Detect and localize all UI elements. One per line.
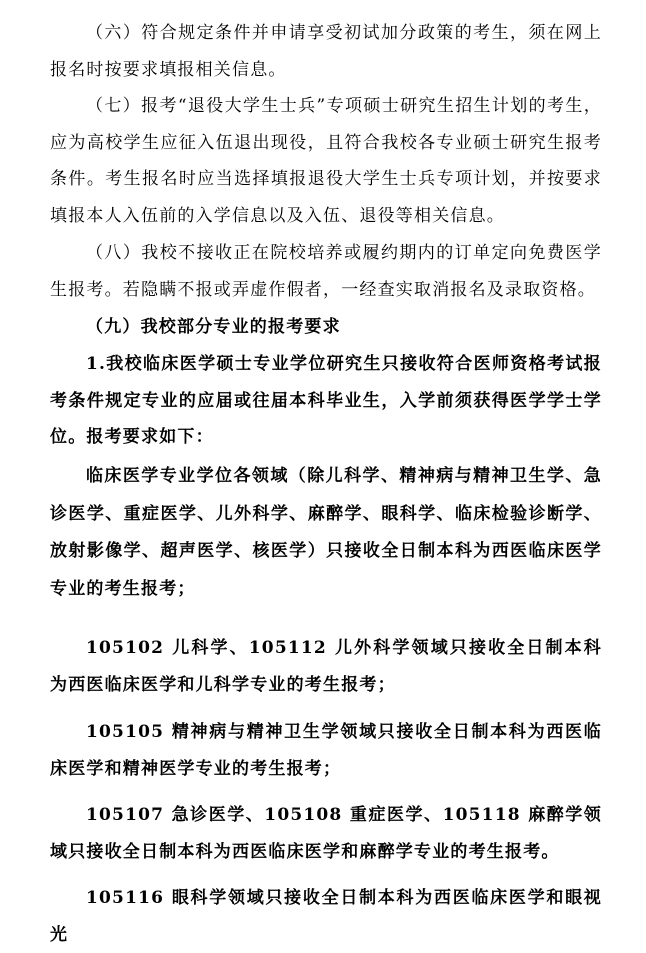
requirement-105116: 105116 眼科学领域只接收全日制本科为西医临床医学和眼视光 <box>50 888 602 945</box>
requirement-general: 临床医学专业学位各领域（除儿科学、精神病与精神卫生学、急诊医学、重症医学、儿外科学、麻醉学、眼科学、临床检验诊断学、放射影像学、超声医学、核医学）只接收全日制本科为西医临床医学专业的考生报考； <box>50 466 602 599</box>
paragraph-item-8: （八）我校不接收正在院校培养或履约期内的订单定向免费医学生报考。若隐瞒不报或弄虚作假者，一经查实取消报名及录取资格。 <box>50 243 602 300</box>
requirement-105107: 105107 急诊医学、105108 重症医学、105118 麻醉学领域只接收全日制本科为西医临床医学和麻醉学专业的考生报考。 <box>50 805 602 862</box>
paragraph-item-7: （七）报考“退役大学生士兵”专项硕士研究生招生计划的考生，应为高校学生应征入伍退出现役，且符合我校各专业硕士研究生报考条件。考生报名时应当选择填报退役大学生士兵专项计划，并按要求填报本人入伍前的入学信息以及入伍、退役等相关信息。 <box>50 96 602 226</box>
requirement-105105: 105105 精神病与精神卫生学领域只接收全日制本科为西医临床医学和精神医学专业的考生报考； <box>50 722 602 779</box>
paragraph-item-9-1: 1.我校临床医学硕士专业学位研究生只接收符合医师资格考试报考条件规定专业的应届或往届本科毕业生，入学前须获得医学学士学位。报考要求如下： <box>50 354 602 447</box>
requirement-105102: 105102 儿科学、105112 儿外科学领域只接收全日制本科为西医临床医学和儿科学专业的考生报考； <box>50 638 602 695</box>
paragraph-item-6: （六）符合规定条件并申请享受初试加分政策的考生，须在网上报名时按要求填报相关信息。 <box>50 23 602 80</box>
section-heading-9: （九）我校部分专业的报考要求 <box>86 317 341 337</box>
